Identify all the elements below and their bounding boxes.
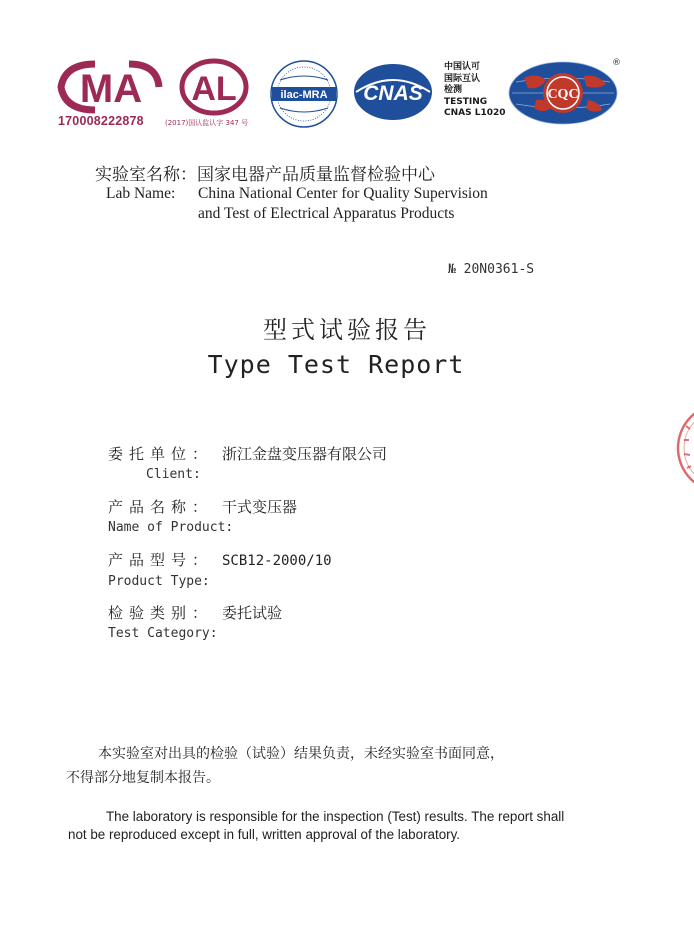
lab-name-label-en: Lab Name: [106,185,176,202]
cnas-line: 中国认可 [444,62,481,72]
field-product-name [108,496,387,549]
cnas-line: 国际互认 [444,73,481,84]
field-label-cn: 检验类别： [108,604,214,622]
field-label-en: Name of Product: [108,520,234,535]
registered-mark: ® [612,58,621,68]
lab-name-en [106,184,488,224]
cnas-line: TESTING [444,96,488,107]
cal-logo-text: AL [191,70,237,108]
field-label-en: Client: [146,467,201,482]
notice-en-line2: not be reproduced except in full, written approval of the laboratory. [68,827,461,842]
notice-en [68,808,628,844]
cnas-logo [352,62,434,122]
lab-name-value-en-line1: China National Center for Quality Supervision [198,185,488,202]
cma-logo-text: MA [79,67,143,111]
field-test-category [108,602,387,655]
field-value: 干式变压器 [222,498,298,516]
cma-number: 170008222878 [58,114,144,128]
cnas-logo-text: CNAS [363,82,423,105]
report-number: № 20N0361-S [448,262,535,277]
field-label-en: Test Category: [108,626,218,641]
lab-name-value-en-line2: and Test of Electrical Apparatus Products [198,205,455,222]
field-label-cn: 产品型号： [108,551,214,569]
field-value: 浙江金盘变压器有限公司 [222,445,388,463]
ilac-logo-text: ilac-MRA [280,89,328,101]
notice-cn-line1: 本实验室对出具的检验（试验）结果负责，未经实验室书面同意， [98,746,504,762]
report-fields [108,443,387,655]
field-label-en: Product Type: [108,574,210,589]
field-label-cn: 委托单位： [108,445,214,463]
cma-certificate-text: (2017)国认监认字 347 号 [165,119,249,127]
notice-en-line1: The laboratory is responsible for the inspection (Test) results. The report shall [106,809,565,824]
lab-name-cn [95,160,435,185]
globe-logo-text: CQC [547,87,579,102]
cnas-accreditation-text [444,62,506,120]
cnas-line: 检测 [444,85,463,95]
field-product-type [108,549,387,602]
field-value: 委托试验 [222,604,283,622]
ilac-mra-logo [268,58,340,130]
cma-logo [55,58,163,116]
notice-cn-line2: 不得部分地复制本报告。 [66,770,220,786]
notice-cn [66,742,606,790]
seal-stamp [672,398,694,498]
report-title-en: Type Test Report [207,350,465,379]
report-title-cn: 型式试验报告 [263,316,431,344]
field-client [108,443,387,496]
field-value: SCB12-2000/10 [222,553,332,569]
cal-logo [178,58,250,116]
lab-name-value-cn: 国家电器产品质量监督检验中心 [197,165,435,185]
lab-name-label-cn: 实验室名称： [95,165,197,185]
globe-logo [506,60,621,126]
field-label-cn: 产品名称： [108,498,214,516]
cnas-line: CNAS L1020 [444,108,506,118]
